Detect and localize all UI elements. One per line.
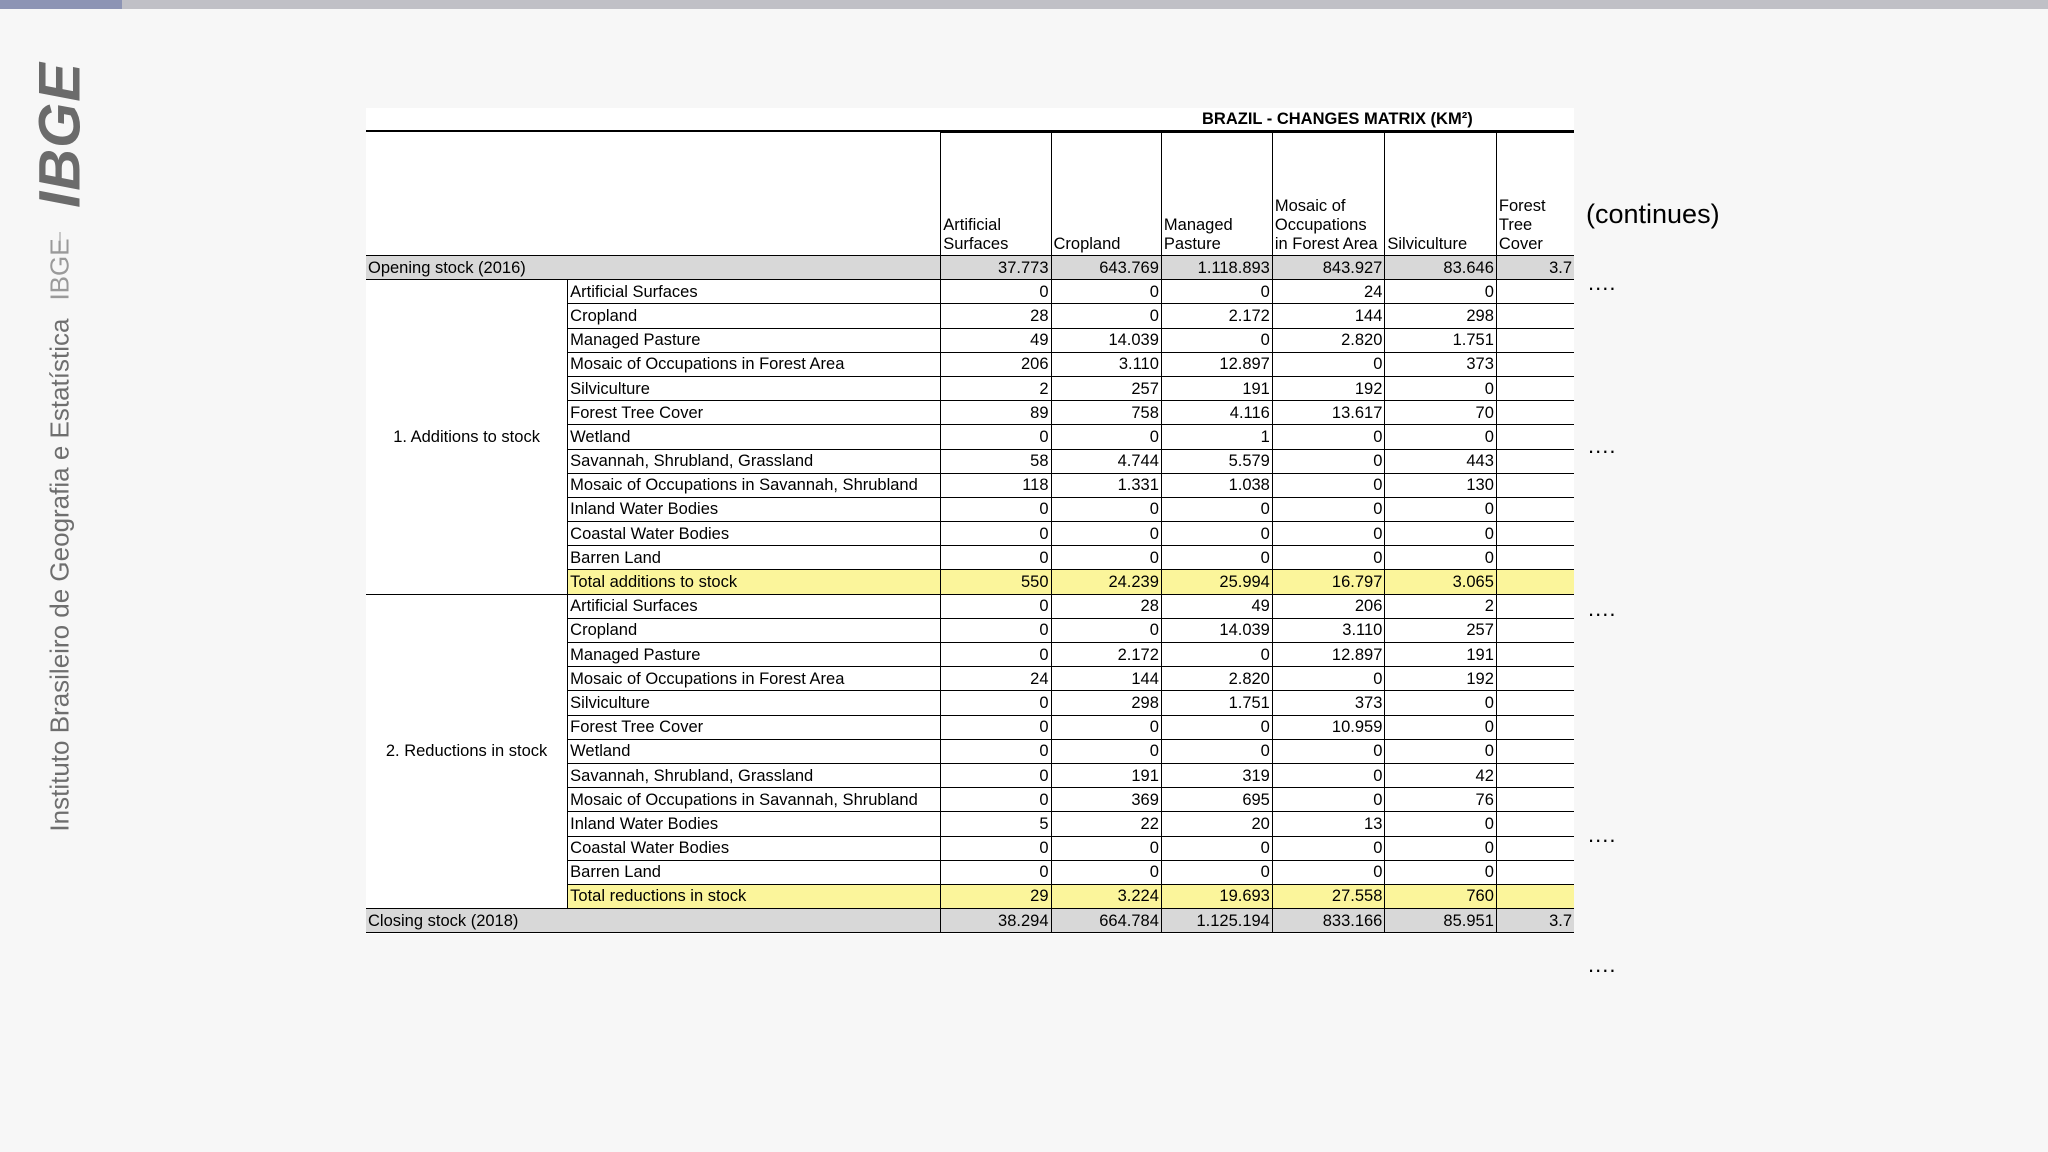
matrix-value: 0 (1385, 836, 1497, 860)
row-label: Mosaic of Occupations in Savannah, Shrubland (568, 473, 941, 497)
stock-value: 38.294 (941, 909, 1051, 933)
ibge-logo-text: IBGE (27, 62, 93, 208)
additions-row (366, 280, 1574, 304)
matrix-value: 0 (1385, 715, 1497, 739)
matrix-value: 14.039 (1051, 328, 1161, 352)
truncated-cell (1496, 304, 1574, 328)
column-header: Forest Tree Cover (1496, 133, 1574, 256)
truncated-cell (1496, 643, 1574, 667)
truncated-cell (1496, 860, 1574, 884)
total-value: 24.239 (1051, 570, 1161, 594)
matrix-value: 22 (1051, 812, 1161, 836)
matrix-value: 0 (1051, 425, 1161, 449)
reductions-row (366, 594, 1574, 618)
total-value: 16.797 (1272, 570, 1385, 594)
matrix-value: 0 (1272, 473, 1385, 497)
top-bar-accent (0, 0, 122, 9)
matrix-value: 0 (1272, 449, 1385, 473)
matrix-value: 0 (1385, 522, 1497, 546)
stock-value: 37.773 (941, 256, 1051, 280)
matrix-value: 0 (941, 280, 1051, 304)
group-label: 2. Reductions in stock (366, 594, 568, 908)
total-value: 760 (1385, 884, 1497, 908)
matrix-value: 28 (941, 304, 1051, 328)
matrix-value: 0 (1161, 328, 1272, 352)
matrix-value: 257 (1385, 618, 1497, 642)
matrix-value: 0 (941, 643, 1051, 667)
matrix-value: 1.751 (1385, 328, 1497, 352)
truncated-cell (1496, 280, 1574, 304)
row-label: Wetland (568, 739, 941, 763)
matrix-value: 191 (1385, 643, 1497, 667)
matrix-value: 0 (941, 763, 1051, 787)
stock-value: 83.646 (1385, 256, 1497, 280)
matrix-value: 130 (1385, 473, 1497, 497)
ellipsis-marker: .... (1588, 270, 1617, 295)
matrix-value: 0 (941, 618, 1051, 642)
matrix-value: 0 (1272, 763, 1385, 787)
matrix-value: 3.110 (1051, 352, 1161, 376)
matrix-value: 14.039 (1161, 618, 1272, 642)
institute-name (45, 238, 76, 831)
truncated-cell (1496, 691, 1574, 715)
matrix-value: 0 (1051, 522, 1161, 546)
truncated-cell (1496, 715, 1574, 739)
ibge-logo (27, 50, 93, 220)
stock-label: Closing stock (2018) (366, 909, 941, 933)
matrix-value: 2 (941, 376, 1051, 400)
stock-value: 1.125.194 (1161, 909, 1272, 933)
total-value: 25.994 (1161, 570, 1272, 594)
ellipsis-marker: .... (1588, 596, 1617, 621)
matrix-value: 0 (1272, 546, 1385, 570)
matrix-value: 76 (1385, 788, 1497, 812)
matrix-value: 0 (1385, 546, 1497, 570)
matrix-value: 144 (1272, 304, 1385, 328)
matrix-value: 3.110 (1272, 618, 1385, 642)
total-value: 3.065 (1385, 570, 1497, 594)
matrix-value: 0 (941, 546, 1051, 570)
total-value: 19.693 (1161, 884, 1272, 908)
matrix-value: 369 (1051, 788, 1161, 812)
matrix-value: 13.617 (1272, 401, 1385, 425)
matrix-value: 0 (1051, 304, 1161, 328)
matrix-value: 0 (1161, 280, 1272, 304)
stock-value: 664.784 (1051, 909, 1161, 933)
row-label: Barren Land (568, 546, 941, 570)
stock-value: 833.166 (1272, 909, 1385, 933)
matrix-value: 0 (1051, 860, 1161, 884)
truncated-cell (1496, 352, 1574, 376)
matrix-value: 0 (1385, 280, 1497, 304)
matrix-value: 0 (941, 836, 1051, 860)
matrix-value: 0 (1161, 836, 1272, 860)
stock-value: 85.951 (1385, 909, 1497, 933)
row-label: Inland Water Bodies (568, 812, 941, 836)
matrix-value: 191 (1051, 763, 1161, 787)
row-label: Coastal Water Bodies (568, 522, 941, 546)
stock-value: 843.927 (1272, 256, 1385, 280)
matrix-value: 758 (1051, 401, 1161, 425)
header-row (366, 133, 1574, 256)
row-label: Coastal Water Bodies (568, 836, 941, 860)
truncated-cell (1496, 522, 1574, 546)
matrix-value: 0 (1161, 497, 1272, 521)
matrix-value: 0 (941, 522, 1051, 546)
row-label: Mosaic of Occupations in Forest Area (568, 667, 941, 691)
matrix-value: 443 (1385, 449, 1497, 473)
matrix-value: 0 (1272, 739, 1385, 763)
closing-stock-row (366, 909, 1574, 933)
matrix-value: 42 (1385, 763, 1497, 787)
row-label: Barren Land (568, 860, 941, 884)
row-label: Managed Pasture (568, 328, 941, 352)
continues-note: (continues) (1586, 199, 1720, 229)
institute-abbr: IBGE (44, 238, 75, 301)
matrix-value: 0 (1051, 739, 1161, 763)
row-label: Artificial Surfaces (568, 594, 941, 618)
group-label: 1. Additions to stock (366, 280, 568, 594)
changes-matrix (366, 108, 1574, 934)
matrix-value: 0 (1161, 860, 1272, 884)
matrix-value: 24 (941, 667, 1051, 691)
matrix-value: 1.751 (1161, 691, 1272, 715)
matrix-value: 0 (1051, 618, 1161, 642)
matrix-value: 0 (1051, 280, 1161, 304)
matrix-value: 695 (1161, 788, 1272, 812)
matrix-value: 12.897 (1161, 352, 1272, 376)
total-value: 3.224 (1051, 884, 1161, 908)
side-brand (27, 50, 93, 832)
matrix-value: 0 (1385, 376, 1497, 400)
truncated-cell (1496, 328, 1574, 352)
matrix-value: 5 (941, 812, 1051, 836)
matrix-value: 58 (941, 449, 1051, 473)
matrix-body (366, 256, 1574, 933)
matrix-value: 4.116 (1161, 401, 1272, 425)
matrix-value: 0 (941, 425, 1051, 449)
matrix-header (366, 133, 1574, 256)
truncated-cell (1496, 497, 1574, 521)
truncated-cell (1496, 570, 1574, 594)
truncated-cell (1496, 836, 1574, 860)
truncated-cell (1496, 884, 1574, 908)
matrix-value: 2.820 (1272, 328, 1385, 352)
ellipsis-marker: .... (1588, 952, 1617, 977)
total-value: 550 (941, 570, 1051, 594)
row-label: Savannah, Shrubland, Grassland (568, 763, 941, 787)
matrix-value: 0 (1385, 497, 1497, 521)
total-label: Total additions to stock (568, 570, 941, 594)
matrix-value: 0 (1272, 836, 1385, 860)
matrix-value: 0 (1385, 739, 1497, 763)
truncated-cell (1496, 376, 1574, 400)
column-header: Cropland (1051, 133, 1161, 256)
matrix-value: 0 (941, 691, 1051, 715)
truncated-cell (1496, 594, 1574, 618)
matrix-value: 0 (1272, 788, 1385, 812)
matrix-value: 1.331 (1051, 473, 1161, 497)
matrix-value: 1.038 (1161, 473, 1272, 497)
column-header: Artificial Surfaces (941, 133, 1051, 256)
row-label: Artificial Surfaces (568, 280, 941, 304)
matrix-value: 0 (1272, 352, 1385, 376)
row-label: Mosaic of Occupations in Forest Area (568, 352, 941, 376)
changes-matrix-table (366, 132, 1574, 933)
row-label: Cropland (568, 618, 941, 642)
matrix-value: 206 (1272, 594, 1385, 618)
matrix-value: 0 (1161, 522, 1272, 546)
matrix-value: 206 (941, 352, 1051, 376)
matrix-value: 0 (1272, 425, 1385, 449)
matrix-value: 118 (941, 473, 1051, 497)
truncated-cell (1496, 788, 1574, 812)
matrix-value: 2.172 (1161, 304, 1272, 328)
matrix-value: 192 (1272, 376, 1385, 400)
row-label: Inland Water Bodies (568, 497, 941, 521)
truncated-cell (1496, 667, 1574, 691)
matrix-value: 0 (941, 594, 1051, 618)
stock-value: 3.7 (1496, 909, 1574, 933)
row-label: Forest Tree Cover (568, 401, 941, 425)
header-stub (366, 133, 941, 256)
matrix-value: 0 (1272, 667, 1385, 691)
matrix-title: BRAZIL - CHANGES MATRIX (KM²) (1202, 110, 1473, 128)
matrix-value: 2.820 (1161, 667, 1272, 691)
total-label: Total reductions in stock (568, 884, 941, 908)
matrix-value: 319 (1161, 763, 1272, 787)
matrix-value: 373 (1272, 691, 1385, 715)
matrix-value: 192 (1385, 667, 1497, 691)
row-label: Mosaic of Occupations in Savannah, Shrubland (568, 788, 941, 812)
matrix-value: 0 (941, 788, 1051, 812)
matrix-value: 24 (1272, 280, 1385, 304)
institute-full-name: Instituto Brasileiro de Geografia e Estatística (44, 318, 75, 832)
matrix-value: 0 (1385, 812, 1497, 836)
matrix-value: 89 (941, 401, 1051, 425)
total-value: 27.558 (1272, 884, 1385, 908)
matrix-value: 49 (941, 328, 1051, 352)
matrix-value: 13 (1272, 812, 1385, 836)
matrix-value: 0 (1051, 546, 1161, 570)
matrix-value: 49 (1161, 594, 1272, 618)
matrix-value: 373 (1385, 352, 1497, 376)
matrix-value: 0 (1161, 715, 1272, 739)
ellipsis-marker: .... (1588, 822, 1617, 847)
truncated-cell (1496, 812, 1574, 836)
matrix-value: 0 (1051, 497, 1161, 521)
truncated-cell (1496, 401, 1574, 425)
truncated-cell (1496, 618, 1574, 642)
matrix-value: 0 (1385, 425, 1497, 449)
row-label: Cropland (568, 304, 941, 328)
matrix-value: 298 (1051, 691, 1161, 715)
matrix-value: 0 (941, 715, 1051, 739)
matrix-value: 4.744 (1051, 449, 1161, 473)
matrix-value: 0 (1161, 546, 1272, 570)
truncated-cell (1496, 763, 1574, 787)
matrix-value: 144 (1051, 667, 1161, 691)
matrix-value: 257 (1051, 376, 1161, 400)
column-header: Managed Pasture (1161, 133, 1272, 256)
matrix-value: 1 (1161, 425, 1272, 449)
matrix-value: 12.897 (1272, 643, 1385, 667)
matrix-value: 0 (1272, 860, 1385, 884)
matrix-value: 20 (1161, 812, 1272, 836)
row-label: Silviculture (568, 376, 941, 400)
opening-stock-row (366, 256, 1574, 280)
matrix-value: 70 (1385, 401, 1497, 425)
truncated-cell (1496, 739, 1574, 763)
top-bar (0, 0, 2048, 9)
matrix-value: 0 (941, 860, 1051, 884)
truncated-cell (1496, 546, 1574, 570)
matrix-value: 28 (1051, 594, 1161, 618)
matrix-value: 298 (1385, 304, 1497, 328)
matrix-value: 2 (1385, 594, 1497, 618)
truncated-cell (1496, 473, 1574, 497)
matrix-value: 0 (1161, 739, 1272, 763)
matrix-value: 0 (1385, 860, 1497, 884)
matrix-value: 0 (1051, 836, 1161, 860)
truncated-cell (1496, 425, 1574, 449)
row-label: Silviculture (568, 691, 941, 715)
row-label: Managed Pasture (568, 643, 941, 667)
stock-value: 1.118.893 (1161, 256, 1272, 280)
matrix-value: 5.579 (1161, 449, 1272, 473)
truncated-cell (1496, 449, 1574, 473)
matrix-value: 2.172 (1051, 643, 1161, 667)
matrix-value: 0 (1161, 643, 1272, 667)
row-label: Savannah, Shrubland, Grassland (568, 449, 941, 473)
matrix-value: 0 (1272, 497, 1385, 521)
matrix-value: 10.959 (1272, 715, 1385, 739)
matrix-value: 0 (1385, 691, 1497, 715)
total-value: 29 (941, 884, 1051, 908)
stock-value: 3.7 (1496, 256, 1574, 280)
stock-value: 643.769 (1051, 256, 1161, 280)
row-label: Wetland (568, 425, 941, 449)
row-label: Forest Tree Cover (568, 715, 941, 739)
ellipsis-marker: .... (1588, 433, 1617, 458)
matrix-value: 0 (941, 497, 1051, 521)
matrix-value: 0 (941, 739, 1051, 763)
matrix-value: 0 (1051, 715, 1161, 739)
matrix-value: 0 (1272, 522, 1385, 546)
column-header: Mosaic of Occupations in Forest Area (1272, 133, 1385, 256)
column-header: Silviculture (1385, 133, 1497, 256)
matrix-title-bar (366, 108, 1574, 132)
matrix-value: 191 (1161, 376, 1272, 400)
stock-label: Opening stock (2016) (366, 256, 941, 280)
